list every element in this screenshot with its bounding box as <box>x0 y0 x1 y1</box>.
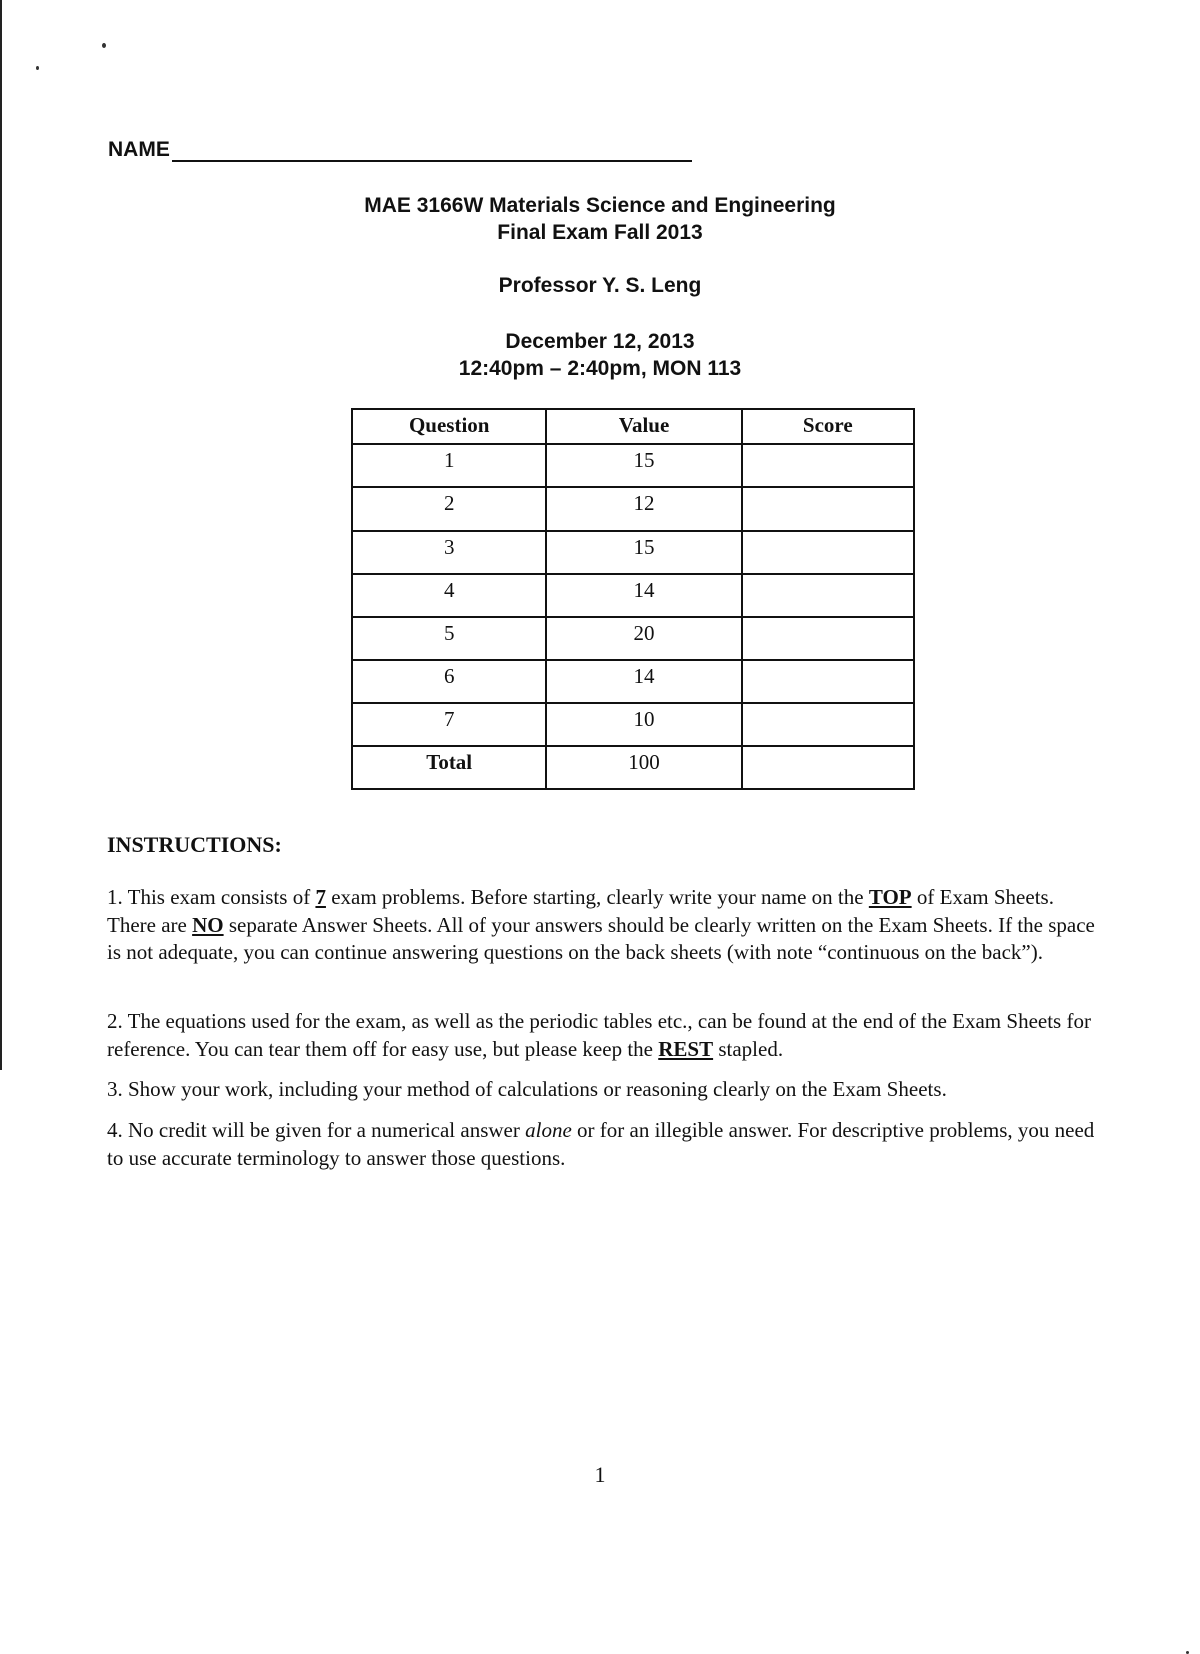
emphasis-top: TOP <box>868 885 912 909</box>
score-cell[interactable] <box>742 444 914 487</box>
instruction-text: 1. This exam consists of <box>107 885 316 909</box>
question-value: 15 <box>546 444 741 487</box>
instruction-text: of Exam Sheets. There are <box>107 885 1054 937</box>
question-number: 2 <box>352 487 546 531</box>
emphasis-alone: alone <box>525 1118 572 1142</box>
page-number: 1 <box>594 1462 606 1487</box>
instruction-2 <box>107 1008 1107 1063</box>
table-row <box>352 531 914 574</box>
exam-date: December 12, 2013 <box>505 330 695 353</box>
question-number: 1 <box>352 444 546 487</box>
instruction-text: stapled. <box>713 1036 784 1061</box>
question-number: 6 <box>352 660 546 703</box>
score-cell[interactable] <box>742 703 914 746</box>
instruction-1 <box>107 884 1107 967</box>
header-question: Question <box>352 409 546 444</box>
question-number: 5 <box>352 617 546 660</box>
emphasis-no: NO <box>192 912 224 937</box>
header-value: Value <box>546 409 741 444</box>
total-value: 100 <box>546 746 741 789</box>
table-row <box>352 617 914 660</box>
table-row <box>352 574 914 617</box>
total-score-cell[interactable] <box>742 746 914 789</box>
question-number: 3 <box>352 531 546 574</box>
instructions-title: INSTRUCTIONS: <box>107 832 282 857</box>
question-value: 20 <box>546 617 741 660</box>
name-blank-line[interactable] <box>172 142 692 162</box>
question-number: 4 <box>352 574 546 617</box>
instruction-text: 4. No credit will be given for a numerical answer <box>107 1118 526 1142</box>
scan-left-border <box>0 0 2 1070</box>
exam-header <box>0 192 1200 246</box>
score-cell[interactable] <box>742 531 914 574</box>
score-cell[interactable] <box>742 617 914 660</box>
professor-name: Professor Y. S. Leng <box>498 274 702 297</box>
score-cell[interactable] <box>742 660 914 703</box>
instruction-3: 3. Show your work, including your method of calculations or reasoning clearly on the Exam Sheets. <box>107 1077 947 1101</box>
instruction-4 <box>107 1117 1107 1172</box>
course-title: MAE 3166W Materials Science and Engineering <box>364 194 836 217</box>
scan-speck <box>102 43 106 48</box>
table-row <box>352 660 914 703</box>
score-table <box>351 408 915 790</box>
instruction-text: or for an illegible answer. For descriptive problems, you need to use accurate terminology to answer those questions. <box>107 1118 1095 1170</box>
question-value: 15 <box>546 531 741 574</box>
exam-title: Final Exam Fall 2013 <box>497 221 703 244</box>
name-label: NAME <box>108 138 170 161</box>
instruction-text: 2. The equations used for the exam, as well as the periodic tables etc., can be found at the end of the Exam Sheets for reference. You can tear them off for easy use, but please keep the <box>107 1009 1091 1061</box>
header-score: Score <box>742 409 914 444</box>
name-field[interactable] <box>108 138 692 162</box>
table-row-total <box>352 746 914 789</box>
emphasis-number: 7 <box>315 885 326 909</box>
instruction-text: separate Answer Sheets. All of your answers should be clearly written on the Exam Sheets. If the space is not adequate, you can continue answering questions on the back sheets (with note “continuous on the back”). <box>107 912 1095 964</box>
table-row <box>352 703 914 746</box>
scan-speck <box>36 66 39 70</box>
table-row <box>352 487 914 531</box>
table-row <box>352 444 914 487</box>
score-cell[interactable] <box>742 574 914 617</box>
score-table-header <box>352 409 914 444</box>
score-cell[interactable] <box>742 487 914 531</box>
exam-schedule <box>0 328 1200 382</box>
total-label: Total <box>352 746 546 789</box>
instruction-text: exam problems. Before starting, clearly write your name on the <box>325 885 869 909</box>
emphasis-rest: REST <box>658 1036 714 1061</box>
question-number: 7 <box>352 703 546 746</box>
question-value: 10 <box>546 703 741 746</box>
question-value: 12 <box>546 487 741 531</box>
exam-time-location: 12:40pm – 2:40pm, MON 113 <box>458 357 742 380</box>
question-value: 14 <box>546 574 741 617</box>
question-value: 14 <box>546 660 741 703</box>
